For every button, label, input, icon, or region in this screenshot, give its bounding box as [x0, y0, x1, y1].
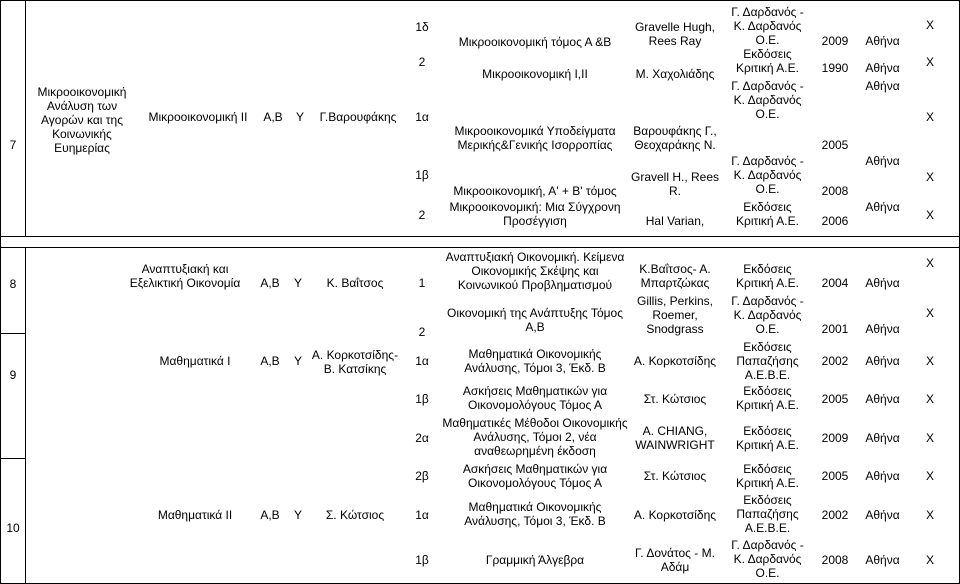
book-year: 1990: [821, 61, 849, 75]
title-line: Μικροοικονομικά Υποδείγματα: [454, 124, 616, 138]
grid-line-index-col: [25, 0, 26, 236]
book-title: Μικροοικονομική Ι,ΙΙ: [482, 67, 588, 81]
author-line: Κ.Βαΐτσος- Α.: [639, 262, 711, 276]
course-type: Υ: [293, 508, 302, 522]
teacher: [310, 348, 400, 376]
grid-line-row8-9: [0, 333, 26, 334]
course-type: Υ: [295, 110, 304, 124]
publisher-line: Ο.Ε.: [755, 322, 780, 336]
book-author: [625, 262, 725, 290]
publisher-line: Εκδόσεις: [743, 262, 792, 276]
book-publisher: [725, 384, 810, 412]
book-publisher: [725, 294, 810, 336]
mark-x: X: [925, 431, 934, 445]
title-line: Οικονομολόγους Τόμος Α: [468, 476, 602, 490]
publisher-line: Κ. Δαρδανός: [733, 308, 802, 322]
publisher-line: Γ. Δαρδανός -: [731, 538, 804, 552]
publisher-line: Ο.Ε.: [755, 33, 780, 47]
author-line: Roemer,: [652, 308, 698, 322]
book-title: [445, 200, 625, 228]
course-title: [27, 85, 137, 155]
mark-x: X: [925, 469, 934, 483]
subject: Μαθηματικά Ι: [159, 354, 231, 368]
book-city: Αθήνα: [865, 276, 900, 290]
teacher: Γ.Βαρουφάκης: [319, 110, 397, 124]
publisher-line: Κριτική Α.Ε.: [736, 438, 799, 452]
title-line: Ανάλυσης, Τόμοι 3, Έκδ. Β: [464, 514, 606, 528]
book-publisher: [725, 47, 810, 75]
book-title: [440, 462, 630, 490]
author-line: Αδάμ: [660, 560, 690, 574]
course-title-line: Μικροοικονομική: [37, 85, 127, 99]
publisher-line: Γ. Δαρδανός -: [731, 79, 804, 93]
book-publisher: [725, 5, 810, 47]
book-publisher: [725, 462, 810, 490]
book-year: 2004: [821, 276, 849, 290]
grid-line-row9-10: [0, 458, 26, 459]
book-code: 1: [418, 276, 426, 290]
book-author: Στ. Κώτσιος: [643, 469, 707, 483]
book-code: 1β: [415, 168, 429, 182]
book-title: Γραμμική Άλγεβρα: [485, 553, 585, 567]
publisher-line: Κριτική Α.Ε.: [736, 214, 799, 228]
mark-x: X: [925, 306, 934, 320]
teacher-line: Α. Κορκοτσίδης-: [311, 348, 399, 362]
title-line: αναθεωρημένη έκδοση: [474, 444, 596, 458]
book-city: Αθήνα: [865, 34, 900, 48]
book-year: 2005: [821, 392, 849, 406]
book-city: Αθήνα: [865, 469, 900, 483]
mark-x: X: [925, 208, 934, 222]
book-author: Hal Varian,: [645, 214, 705, 228]
book-publisher: [725, 538, 810, 580]
publisher-line: Α.Ε.Β.Ε.: [744, 521, 791, 535]
mark-x: X: [925, 553, 934, 567]
row-number: 10: [6, 521, 20, 535]
publisher-line: Κριτική Α.Ε.: [736, 276, 799, 290]
publisher-line: Παπαζήσης: [736, 507, 799, 521]
publisher-line: Κριτική Α.Ε.: [736, 476, 799, 490]
book-author: [625, 546, 725, 574]
author-line: Rees Ray: [648, 34, 702, 48]
mark-x: X: [925, 256, 934, 270]
mark-x: X: [925, 55, 934, 69]
publisher-line: Κριτική Α.Ε.: [736, 61, 799, 75]
book-city: Αθήνα: [865, 200, 900, 214]
book-city: Αθήνα: [865, 79, 900, 93]
book-publisher: [725, 262, 810, 290]
title-line: Ανάλυσης, Τόμοι 2, νέα: [473, 430, 597, 444]
course-title-line: Αγορών και της: [41, 113, 123, 127]
book-city: Αθήνα: [865, 61, 900, 75]
subject: Μαθηματικά ΙΙ: [157, 508, 233, 522]
publisher-line: Κ. Δαρδανός: [733, 168, 802, 182]
title-line: Κοινωνικού Προβληματισμού: [457, 278, 613, 292]
mark-x: X: [925, 170, 934, 184]
book-publisher: [725, 154, 810, 196]
book-year: 2008: [821, 553, 849, 567]
book-city: Αθήνα: [865, 508, 900, 522]
publisher-line: Κριτική Α.Ε.: [736, 398, 799, 412]
mark-x: X: [925, 508, 934, 522]
book-year: 2005: [821, 138, 849, 152]
publisher-line: Παπαζήσης: [736, 354, 799, 368]
book-publisher: [725, 79, 810, 121]
book-title: [440, 416, 630, 458]
teacher: Κ. Βαΐτσος: [326, 276, 384, 290]
publisher-line: Εκδόσεις: [743, 462, 792, 476]
book-author: Μ. Χαχολιάδης: [635, 67, 715, 81]
book-code: 2: [418, 55, 426, 69]
semester: Α,Β: [260, 354, 280, 368]
book-title: [440, 306, 630, 334]
book-city: Αθήνα: [865, 392, 900, 406]
book-code: 1β: [415, 553, 429, 567]
book-author: [625, 20, 725, 48]
semester: Α,Β: [260, 276, 280, 290]
book-title: [440, 500, 630, 528]
publisher-line: Ο.Ε.: [755, 182, 780, 196]
book-code: 1α: [415, 354, 429, 368]
book-publisher: [725, 200, 810, 228]
publisher-line: Ο.Ε.: [755, 107, 780, 121]
course-type: Υ: [293, 354, 302, 368]
teacher-line: Β. Κατσίκης: [323, 362, 387, 376]
author-line: Μπαρτζώκας: [640, 276, 710, 290]
mark-x: X: [925, 354, 934, 368]
publisher-line: Εκδόσεις: [743, 384, 792, 398]
mark-x: X: [925, 18, 934, 32]
book-year: 2009: [821, 431, 849, 445]
title-line: Προσέγγιση: [503, 214, 567, 228]
author-line: Gravelle Hugh,: [634, 20, 716, 34]
title-line: Μαθηματικά Οικονομικής: [468, 500, 602, 514]
publisher-line: Γ. Δαρδανός -: [731, 5, 804, 19]
author-line: WAINWRIGHT: [635, 438, 715, 452]
book-title: Μικροοικονομική, Α' + Β' τόμος: [453, 184, 617, 198]
book-title: [445, 124, 625, 152]
author-line: Βαρουφάκης Γ.,: [633, 124, 717, 138]
title-line: Μερικής&Γενικής Ισορροπίας: [457, 138, 613, 152]
row-number: 9: [9, 368, 17, 382]
book-city: Αθήνα: [865, 154, 900, 168]
course-type: Υ: [293, 276, 302, 290]
publisher-line: Γ. Δαρδανός -: [731, 154, 804, 168]
book-year: 2002: [821, 508, 849, 522]
book-year: 2006: [821, 214, 849, 228]
author-line: Snodgrass: [646, 322, 704, 336]
title-line: Μαθηματικές Μέθοδοι Οικονομικής: [442, 416, 628, 430]
title-line: Οικονομολόγους Τόμος Α: [468, 398, 602, 412]
book-city: Αθήνα: [865, 322, 900, 336]
publisher-line: Κ. Δαρδανός: [733, 552, 802, 566]
book-author: Α. Κορκοτσίδης: [633, 354, 717, 368]
book-author: [625, 424, 725, 452]
book-code: 1β: [415, 392, 429, 406]
subject-line: Αναπτυξιακή και: [141, 262, 229, 276]
title-line: Ασκήσεις Μαθηματικών για: [462, 384, 608, 398]
author-line: Γ. Δονάτος - Μ.: [635, 546, 715, 560]
book-code: 2α: [415, 431, 429, 445]
book-code: 2β: [415, 469, 429, 483]
title-line: Οικονομικής Σκέψης και: [471, 264, 599, 278]
book-code: 1α: [415, 110, 429, 124]
book-year: 2005: [821, 469, 849, 483]
grid-line-section-b-top: [0, 247, 960, 248]
grid-line-section-a-bottom: [0, 236, 960, 237]
title-line: Ανάλυσης, Τόμοι 3, Έκδ. Β: [464, 361, 606, 375]
course-title-line: Ευημερίας: [54, 141, 110, 155]
semester: Α,Β: [260, 508, 280, 522]
author-line: A. CHIANG,: [642, 424, 708, 438]
author-line: Θεοχαράκης Ν.: [634, 138, 716, 152]
title-line: Οικονομική της Ανάπτυξης Τόμος: [447, 306, 623, 320]
book-author: [625, 294, 725, 336]
book-title: [440, 347, 630, 375]
book-code: 1α: [415, 508, 429, 522]
subject: Μικροοικονομική ΙΙ: [148, 110, 248, 124]
book-author: Στ. Κώτσιος: [643, 392, 707, 406]
book-code: 2: [418, 208, 426, 222]
publisher-line: Εκδόσεις: [743, 47, 792, 61]
book-author: [625, 170, 725, 198]
book-author: [625, 124, 725, 152]
publisher-line: Εκδόσεις: [743, 493, 792, 507]
book-year: 2008: [821, 184, 849, 198]
book-city: Αθήνα: [865, 553, 900, 567]
author-line: Gillis, Perkins,: [636, 294, 713, 308]
publisher-line: Κ. Δαρδανός: [733, 93, 802, 107]
publisher-line: Κ. Δαρδανός: [733, 19, 802, 33]
book-year: 2009: [821, 34, 849, 48]
semester: Α,Β: [263, 110, 283, 124]
book-author: Α. Κορκοτσίδης: [633, 508, 717, 522]
book-title: [440, 250, 630, 292]
title-line: Α,Β: [525, 320, 545, 334]
book-code: 2: [418, 325, 426, 339]
publisher-line: Α.Ε.Β.Ε.: [744, 368, 791, 382]
publisher-line: Ο.Ε.: [755, 566, 780, 580]
mark-x: X: [925, 392, 934, 406]
grid-line-left: [0, 0, 1, 584]
book-year: 2002: [821, 354, 849, 368]
book-publisher: [725, 493, 810, 535]
grid-line-top: [0, 0, 960, 1]
subject: [115, 262, 255, 290]
publisher-line: Εκδόσεις: [743, 424, 792, 438]
subject-line: Εξελικτική Οικονομία: [129, 276, 241, 290]
book-title: Μικροοικονομική τόμος Α &Β: [458, 35, 612, 49]
book-title: [440, 384, 630, 412]
author-line: Gravell H., Rees: [630, 170, 720, 184]
book-city: Αθήνα: [865, 354, 900, 368]
book-year: 2001: [821, 322, 849, 336]
book-publisher: [725, 340, 810, 382]
course-title-line: Ανάλυση των: [46, 99, 118, 113]
publisher-line: Γ. Δαρδανός -: [731, 294, 804, 308]
row-number: 7: [9, 138, 17, 152]
publisher-line: Εκδόσεις: [743, 200, 792, 214]
title-line: Ασκήσεις Μαθηματικών για: [462, 462, 608, 476]
teacher: Σ. Κώτσιος: [325, 508, 385, 522]
grid-line-index-col-b: [25, 247, 26, 584]
author-line: R.: [669, 184, 681, 198]
book-code: 1δ: [415, 20, 429, 34]
title-line: Μικροοικονομική: Μια Σύγχρονη: [449, 200, 621, 214]
course-title-line: Κοινωνικής: [52, 127, 112, 141]
row-number: 8: [9, 277, 17, 291]
publisher-line: Εκδόσεις: [743, 340, 792, 354]
title-line: Μαθηματικά Οικονομικής: [468, 347, 602, 361]
mark-x: X: [925, 110, 934, 124]
book-city: Αθήνα: [865, 431, 900, 445]
book-publisher: [725, 424, 810, 452]
title-line: Αναπτυξιακή Οικονομική. Κείμενα: [445, 250, 625, 264]
